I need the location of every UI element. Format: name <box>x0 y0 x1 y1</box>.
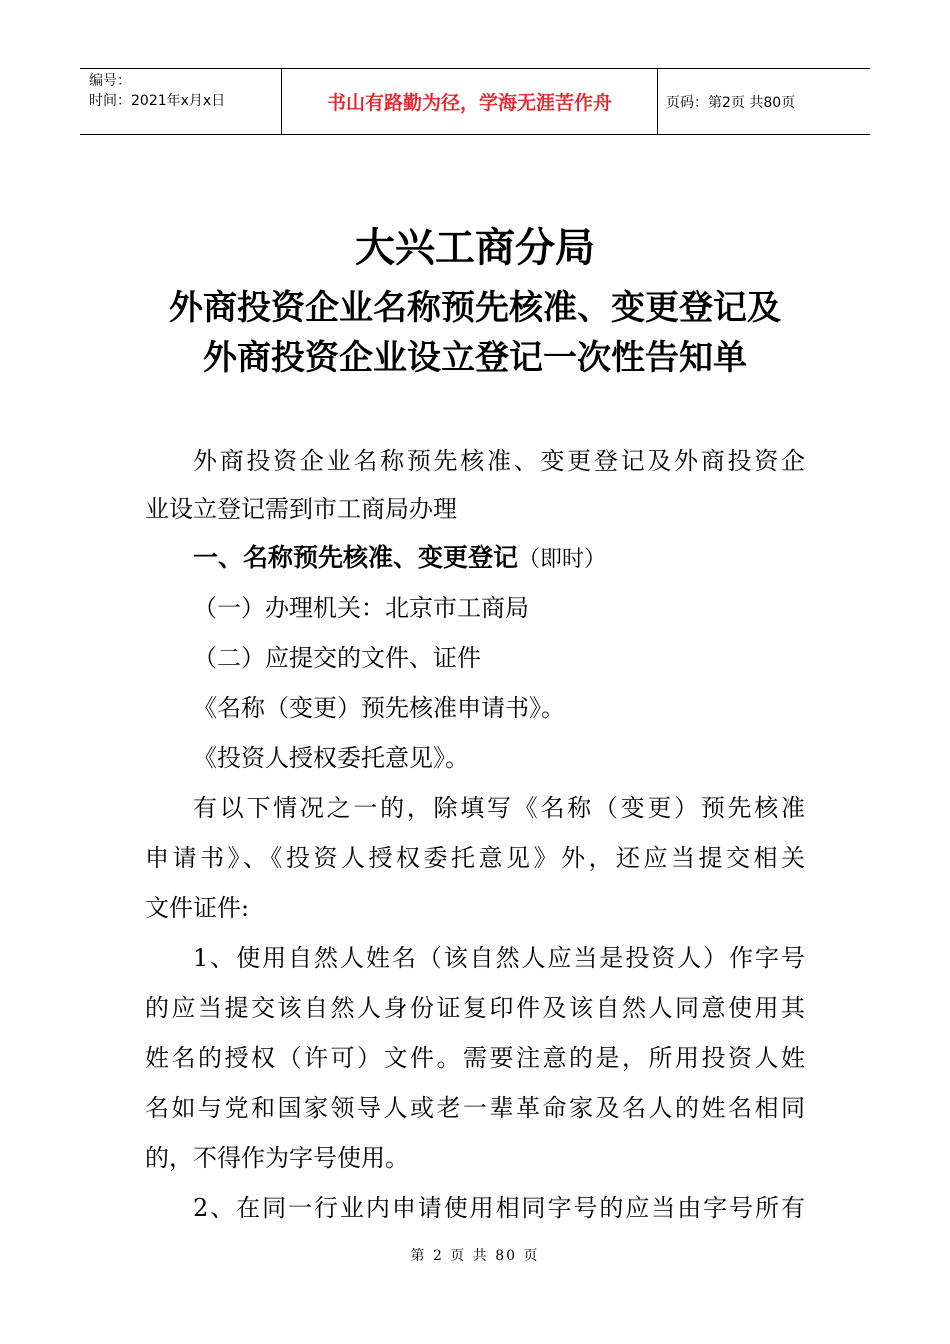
document-title: 大兴工商分局 <box>355 225 595 271</box>
required-document-2: 《投资人授权委托意见》。 <box>193 744 469 772</box>
document-number-label: 编号： <box>89 73 131 89</box>
conditions-line-1: 有以下情况之一的，除填写《名称（变更）预先核准 <box>193 794 805 822</box>
header-page-info: 页码：第2页 共80页 <box>666 95 796 111</box>
header-middle-cell <box>282 69 658 134</box>
item-required-documents: （二）应提交的文件、证件 <box>193 644 481 672</box>
section-1-note: （即时） <box>518 547 607 572</box>
section-1-title: 一、名称预先核准、变更登记 <box>193 543 519 572</box>
header-right-cell <box>658 69 870 134</box>
document-time-label: 时间：2021年x月x日 <box>89 93 226 109</box>
intro-paragraph-line-2: 业设立登记需到市工商局办理 <box>145 495 457 523</box>
point-1-line-4: 名如与党和国家领导人或老一辈革命家及名人的姓名相同 <box>145 1094 805 1122</box>
document-subtitle-line-1: 外商投资企业名称预先核准、变更登记及 <box>169 288 781 328</box>
point-1-line-2: 的应当提交该自然人身份证复印件及该自然人同意使用其 <box>145 994 805 1022</box>
intro-paragraph-line-1: 外商投资企业名称预先核准、变更登记及外商投资企 <box>193 447 805 475</box>
document-subtitle-line-2: 外商投资企业设立登记一次性告知单 <box>203 338 747 378</box>
header-left-cell <box>80 69 282 134</box>
point-2-line-1: 2、在同一行业内申请使用相同字号的应当由字号所有 <box>193 1194 805 1222</box>
section-1-heading <box>193 543 606 575</box>
conditions-line-3: 文件证件: <box>145 894 250 922</box>
point-1-line-1: 1、使用自然人姓名（该自然人应当是投资人）作字号 <box>193 944 805 972</box>
point-1-line-3: 姓名的授权（许可）文件。需要注意的是，所用投资人姓 <box>145 1044 805 1072</box>
required-document-1: 《名称（变更）预先核准申请书》。 <box>193 694 565 722</box>
header-motto: 书山有路勤为径，学海无涯苦作舟 <box>326 92 612 114</box>
point-1-line-5: 的，不得作为字号使用。 <box>145 1144 409 1172</box>
conditions-line-2: 申请书》、《投资人授权委托意见》外，还应当提交相关 <box>145 844 805 872</box>
page-footer: 第 2 页 共 80 页 <box>410 1248 540 1264</box>
item-handling-authority: （一）办理机关：北京市工商局 <box>193 594 529 622</box>
document-header <box>80 68 870 135</box>
